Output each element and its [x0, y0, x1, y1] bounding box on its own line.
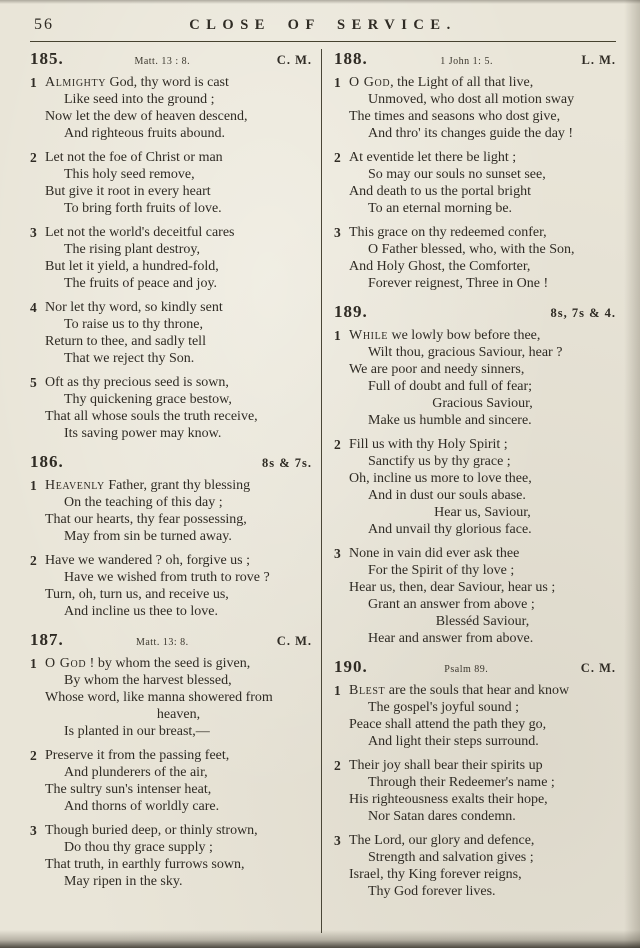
verse-line: O God, the Light of all that live, — [349, 75, 534, 90]
verse-line: Hear and answer from above. — [368, 631, 534, 646]
verse-line: Oft as thy precious seed is sown, — [45, 375, 229, 390]
verse-line: And thro' its changes guide the day ! — [368, 126, 574, 141]
small-caps-lead: While — [349, 328, 388, 343]
verse-line: Gracious Saviour, — [432, 396, 533, 411]
verse-line: We are poor and needy sinners, — [349, 362, 525, 377]
verse-line: May from sin be turned away. — [64, 529, 232, 544]
verse-line: Make us humble and sincere. — [368, 413, 532, 428]
verse-line: Strength and salvation gives ; — [368, 850, 534, 865]
stanza-number: 1 — [30, 656, 37, 671]
stanza — [334, 832, 616, 900]
verse-line: To bring forth fruits of love. — [64, 201, 222, 216]
stanza-number: 2 — [30, 553, 37, 568]
verse-line: The times and seasons who dost give, — [349, 109, 561, 124]
verse-line: Israel, thy King forever reigns, — [349, 867, 522, 882]
verse-line: The gospel's joyful sound ; — [368, 700, 520, 715]
verse-line: Blesséd Saviour, — [435, 614, 530, 629]
stanza — [334, 545, 616, 647]
hymn-heading — [30, 452, 312, 472]
stanza — [30, 747, 312, 815]
stanza — [30, 374, 312, 442]
verse-line: On the teaching of this day ; — [64, 495, 223, 510]
verse-line: Full of doubt and full of fear; — [368, 379, 533, 394]
stanza — [334, 436, 616, 538]
stanza-number: 5 — [30, 375, 37, 390]
verse-line: And righteous fruits abound. — [64, 126, 225, 141]
verse-line: Let not the world's deceitful cares — [45, 225, 235, 240]
stanza-number: 2 — [334, 437, 341, 452]
hymn-number: 188. — [334, 49, 368, 68]
verse-line: While we lowly bow before thee, — [349, 328, 541, 343]
stanza — [30, 224, 312, 292]
stanza — [30, 552, 312, 620]
stanza — [334, 74, 616, 142]
verse-line: That we reject thy Son. — [64, 351, 195, 366]
verse-line: May ripen in the sky. — [64, 874, 183, 889]
verse-line: That all whose souls the truth receive, — [45, 409, 258, 424]
verse-line: And light their steps surround. — [368, 734, 539, 749]
left-column — [30, 47, 312, 948]
verse-line: Hear us, then, dear Saviour, hear us ; — [349, 580, 556, 595]
small-caps-lead: O God — [45, 656, 87, 671]
verse-line: Let not the foe of Christ or man — [45, 150, 223, 165]
verse-line: And unvail thy glorious face. — [368, 522, 532, 537]
stanza — [334, 224, 616, 292]
verse-line: Its saving power may know. — [64, 426, 222, 441]
stanza-number: 2 — [30, 150, 37, 165]
verse-line: This grace on thy redeemed confer, — [349, 225, 547, 240]
column-divider-rule — [321, 49, 322, 933]
verse-line: Preserve it from the passing feet, — [45, 748, 230, 763]
stanza-number: 3 — [334, 225, 341, 240]
hymn-columns — [30, 47, 616, 948]
small-caps-lead: O God — [349, 75, 391, 90]
stanza-number: 2 — [30, 748, 37, 763]
right-column — [334, 47, 616, 948]
hymn-heading — [334, 49, 616, 69]
verse-line: This holy seed remove, — [64, 167, 195, 182]
hymn-scripture-reference: 1 John 1: 5. — [440, 56, 493, 67]
verse-line: Blest are the souls that hear and know — [349, 683, 570, 698]
verse-line: So may our souls no sunset see, — [368, 167, 546, 182]
verse-line: For the Spirit of thy love ; — [368, 563, 515, 578]
stanza — [30, 477, 312, 545]
hymn-187 — [30, 630, 312, 890]
verse-line: And Holy Ghost, the Comforter, — [349, 259, 531, 274]
verse-line: And death to us the portal bright — [349, 184, 531, 199]
verse-line: Though buried deep, or thinly strown, — [45, 823, 258, 838]
hymn-scripture-reference: Matt. 13: 8. — [135, 637, 189, 648]
hymn-meter: C. M. — [276, 634, 312, 648]
stanza-number: 2 — [334, 758, 341, 773]
stanza-number: 3 — [334, 833, 341, 848]
header-rule — [30, 41, 616, 42]
verse-line: And incline us thee to love. — [64, 604, 218, 619]
verse-line: None in vain did ever ask thee — [349, 546, 520, 561]
hymn-heading — [334, 657, 616, 677]
hymn-heading — [334, 302, 616, 322]
verse-line: The fruits of peace and joy. — [64, 276, 218, 291]
stanza — [334, 682, 616, 750]
verse-line: But let it yield, a hundred-fold, — [45, 259, 219, 274]
verse-line: Return to thee, and sadly tell — [45, 334, 206, 349]
stanza — [30, 299, 312, 367]
verse-line: Sanctify us by thy grace ; — [368, 454, 511, 469]
verse-line: Do thou thy grace supply ; — [64, 840, 213, 855]
verse-line: Like seed into the ground ; — [64, 92, 215, 107]
verse-line: But give it root in every heart — [45, 184, 211, 199]
hymn-185 — [30, 49, 312, 442]
stanza-number: 3 — [334, 546, 341, 561]
small-caps-lead: Blest — [349, 683, 386, 698]
verse-line: That truth, in earthly furrows sown, — [45, 857, 245, 872]
verse-line: O Father blessed, who, with the Son, — [368, 242, 575, 257]
verse-line: Thy quickening grace bestow, — [64, 392, 232, 407]
stanza — [30, 149, 312, 217]
stanza — [334, 149, 616, 217]
verse-line: Forever reignest, Three in One ! — [368, 276, 549, 291]
verse-line: Grant an answer from above ; — [368, 597, 535, 612]
hymn-188 — [334, 49, 616, 292]
stanza-number: 4 — [30, 300, 37, 315]
verse-line: Almighty God, thy word is cast — [45, 75, 229, 90]
hymn-meter: C. M. — [276, 53, 312, 67]
stanza-number: 1 — [334, 683, 341, 698]
hymn-meter: 8s & 7s. — [261, 456, 312, 470]
hymn-scripture-reference: Psalm 89. — [444, 664, 489, 675]
verse-line: Turn, oh, turn us, and receive us, — [45, 587, 229, 602]
small-caps-lead: Heavenly — [45, 478, 105, 493]
verse-line: Through their Redeemer's name ; — [368, 775, 555, 790]
verse-line: The sultry sun's intenser heat, — [45, 782, 212, 797]
stanza-number: 1 — [30, 75, 37, 90]
verse-line: Wilt thou, gracious Saviour, hear ? — [368, 345, 563, 360]
verse-line: Nor let thy word, so kindly sent — [45, 300, 223, 315]
stanza-number: 1 — [334, 75, 341, 90]
verse-line: And in dust our souls abase. — [368, 488, 526, 503]
verse-line: Nor Satan dares condemn. — [368, 809, 516, 824]
verse-line: At eventide let there be light ; — [349, 150, 517, 165]
hymn-scripture-reference: Matt. 13 : 8. — [134, 56, 191, 67]
hymn-heading — [30, 49, 312, 69]
verse-line: That our hearts, thy fear possessing, — [45, 512, 247, 527]
verse-line: O God ! by whom the seed is given, — [45, 656, 251, 671]
hymn-number: 187. — [30, 630, 64, 649]
verse-line: The Lord, our glory and defence, — [349, 833, 535, 848]
verse-line: And thorns of worldly care. — [64, 799, 220, 814]
stanza-number: 1 — [334, 328, 341, 343]
hymn-189 — [334, 302, 616, 647]
page-top-edge-shadow — [0, 0, 640, 4]
stanza-number: 3 — [30, 823, 37, 838]
stanza — [30, 74, 312, 142]
stanza-number: 2 — [334, 150, 341, 165]
verse-line: And plunderers of the air, — [64, 765, 208, 780]
small-caps-lead: Almighty — [45, 75, 107, 90]
hymn-190 — [334, 657, 616, 900]
verse-line: Oh, incline us more to love thee, — [349, 471, 532, 486]
verse-line: The rising plant destroy, — [64, 242, 200, 257]
verse-line: Have we wandered ? oh, forgive us ; — [45, 553, 251, 568]
hymn-number: 189. — [334, 302, 368, 321]
hymn-number: 190. — [334, 657, 368, 676]
hymn-meter: 8s, 7s & 4. — [550, 306, 616, 320]
hymn-number: 185. — [30, 49, 64, 68]
hymn-heading — [30, 630, 312, 650]
verse-line: Peace shall attend the path they go, — [349, 717, 547, 732]
verse-line: Fill us with thy Holy Spirit ; — [349, 437, 508, 452]
verse-line: His righteousness exalts their hope, — [349, 792, 548, 807]
verse-line: Hear us, Saviour, — [434, 505, 531, 520]
page-title: CLOSE OF SERVICE. — [189, 17, 457, 33]
verse-line: Is planted in our breast,— — [64, 724, 210, 739]
hymn-meter: L. M. — [581, 53, 616, 67]
verse-line: To raise us to thy throne, — [64, 317, 203, 332]
stanza — [30, 655, 312, 740]
verse-line: heaven, — [156, 707, 201, 722]
verse-line: Unmoved, who dost all motion sway — [368, 92, 575, 107]
verse-line: Whose word, like manna showered from — [45, 690, 273, 705]
verse-line: Heavenly Father, grant thy blessing — [45, 478, 251, 493]
verse-line: By whom the harvest blessed, — [64, 673, 232, 688]
verse-line: Thy God forever lives. — [368, 884, 496, 899]
verse-line: To an eternal morning be. — [368, 201, 513, 216]
hymn-186 — [30, 452, 312, 620]
page-header — [30, 12, 616, 38]
page-number: 56 — [34, 16, 54, 33]
verse-line: Now let the dew of heaven descend, — [45, 109, 248, 124]
hymn-number: 186. — [30, 452, 64, 471]
verse-line: Have we wished from truth to rove ? — [64, 570, 270, 585]
stanza — [334, 757, 616, 825]
verse-line: Their joy shall bear their spirits up — [349, 758, 543, 773]
stanza — [334, 327, 616, 429]
stanza-number: 3 — [30, 225, 37, 240]
stanza — [30, 822, 312, 890]
stanza-number: 1 — [30, 478, 37, 493]
hymn-meter: C. M. — [580, 661, 616, 675]
